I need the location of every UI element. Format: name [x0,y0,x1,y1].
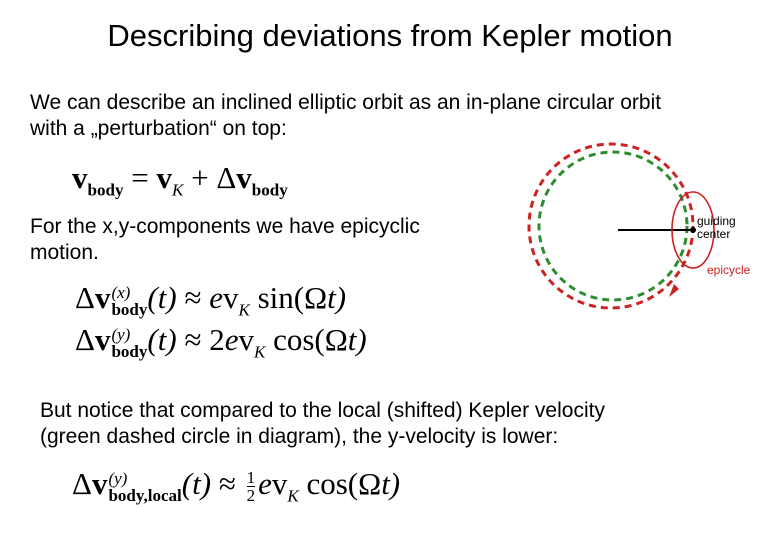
eq1-delta-body-subscript: body [251,180,288,200]
epicyclic-line-1: For the x,y-components we have epicyclic [30,215,420,238]
epicycle-arrowhead [669,284,679,297]
epicyclic-line-2: motion. [30,241,99,264]
eq1-equals: = [131,160,149,195]
eq2-function: sin( [257,280,305,315]
eq3-subscript: body [111,341,148,361]
eq3-function: cos( [273,322,325,357]
notice-line-1: But notice that compared to the local (shifted) Kepler velocity [40,399,605,422]
eq2-e: e [209,280,223,315]
eq2-t: (t) [147,280,177,315]
green-local-kepler-circle [539,152,687,300]
eq1-plus: + [191,160,209,195]
eq3-v: v [94,322,111,357]
guiding-center-label-line-2: center [697,227,731,241]
eq1-K-subscript: K [171,180,184,200]
eq2-subscript: body [111,299,148,319]
red-orbit-circle [529,144,693,308]
eq4-delta: Δ [72,466,92,501]
eq1-v-kepler: v [156,160,172,195]
eq2-superscript: (x) [111,282,131,302]
eq1-body-subscript: body [87,180,124,200]
eq4-approx: ≈ [218,466,236,501]
eq4-denominator: 2 [246,486,256,506]
eq2-t-close: t) [327,280,347,315]
eq1-delta: Δ [216,160,237,195]
eq2-v-kepler: v [222,280,239,315]
eq4-v-kepler: v [271,466,288,501]
eq4-function: cos( [306,466,359,501]
slide-title: Describing deviations from Kepler motion [107,18,673,53]
eq3-v-kepler: v [238,322,254,357]
eq4-e: e [258,466,272,501]
eq2-approx: ≈ [184,280,202,315]
intro-line-1: We can describe an inclined elliptic orbit as an in-plane circular orbit [30,91,662,114]
eq3-omega: Ω [324,322,348,357]
eq4-numerator: 1 [246,467,256,487]
eq4-t-close: t) [381,466,401,501]
eq2-omega: Ω [304,280,328,315]
eq3-approx: ≈ [184,322,202,357]
guiding-center-dot [690,227,696,233]
eq1-v: v [72,160,88,195]
guiding-center-label-line-1: guiding [697,214,736,228]
guiding-center-label [697,215,736,241]
eq2-v: v [94,280,111,315]
eq4-omega: Ω [358,466,382,501]
eq3-t-close: t) [347,322,367,357]
eq3-e: e [224,322,239,357]
eq2-K: K [238,300,250,320]
intro-line-2: with a „perturbation“ on top: [30,117,287,140]
epicycle-label: epicycle [707,263,751,277]
eq4-v: v [91,466,108,501]
eq4-superscript: (y) [108,468,128,488]
eq4-K: K [287,486,299,506]
eq4-t: (t) [181,466,212,501]
eq3-delta: Δ [75,322,95,357]
eq3-t: (t) [147,322,177,357]
notice-line-2: (green dashed circle in diagram), the y-velocity is lower: [40,425,559,448]
eq3-K: K [253,342,266,362]
eq2-delta: Δ [75,280,95,315]
eq1-delta-v: v [236,160,252,195]
eq3-superscript: (y) [111,324,131,344]
eq4-subscript: body,local [108,485,182,505]
eq3-coefficient: 2 [209,322,225,357]
